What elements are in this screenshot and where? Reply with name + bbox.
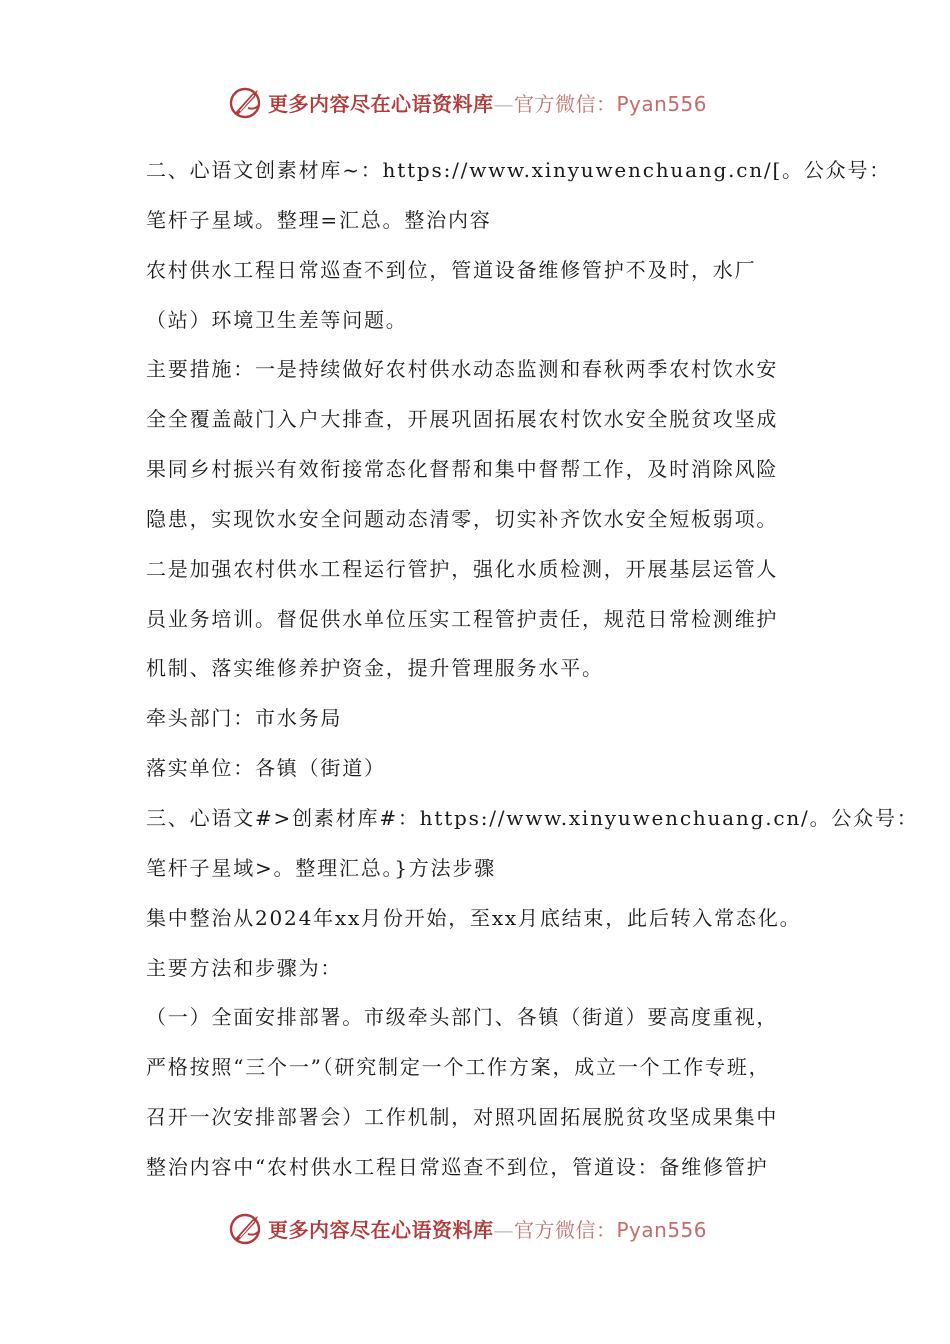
text-line: 牵头部门：市水务局 (146, 706, 343, 731)
text-line: （一）全面安排部署。市级牵头部门、各镇（街道）要高度重视， (146, 1005, 779, 1030)
banner-text (268, 1214, 707, 1243)
text-line: （站）环境卫生差等问题。 (146, 307, 408, 332)
text-line: 机制、落实维修养护资金，提升管理服务水平。 (146, 656, 604, 681)
text-line: 整治内容中“农村供水工程日常巡查不到位，管道设：备维修管护 (146, 1154, 769, 1179)
header-watermark-banner (228, 82, 707, 122)
text-line: 严格按照“三个一”（研究制定一个工作方案，成立一个工作专班， (146, 1055, 771, 1080)
text-line: 落实单位：各镇（街道） (146, 756, 386, 781)
text-line: 召开一次安排部署会）工作机制，对照巩固拓展脱贫攻坚成果集中 (146, 1105, 779, 1130)
banner-dash: — (493, 1217, 514, 1242)
footer-watermark-banner (228, 1208, 707, 1248)
quill-logo-icon (228, 1210, 264, 1246)
text-line: 笔杆子星域>。整理汇总。}方法步骤 (146, 855, 497, 880)
text-line: 隐患，实现饮水安全问题动态清零，切实补齐饮水安全短板弱项。 (146, 506, 779, 531)
banner-wechat-label: 官方微信： (514, 1217, 617, 1242)
banner-site-name: 更多内容尽在心语资料库 (268, 91, 494, 116)
text-line: 全全覆盖敲门入户大排查，开展巩固拓展农村饮水安全脱贫攻坚成 (146, 407, 779, 432)
text-line: 果同乡村振兴有效衔接常态化督帮和集中督帮工作，及时消除风险 (146, 457, 779, 482)
text-line: 三、心语文#>创素材库#：https://www.xinyuwenchuang.cn/。公众号： (146, 805, 919, 830)
banner-text (268, 88, 707, 117)
banner-dash: — (493, 91, 514, 116)
quill-logo-icon (228, 84, 264, 120)
text-line: 集中整治从2024年xx月份开始，至xx月底结束，此后转入常态化。 (146, 905, 802, 930)
banner-wechat-label: 官方微信： (514, 91, 617, 116)
text-line: 主要措施：一是持续做好农村供水动态监测和春秋两季农村饮水安 (146, 357, 779, 382)
text-line: 笔杆子星域。整理=汇总。整治内容 (146, 207, 492, 232)
text-line: 二是加强农村供水工程运行管护，强化水质检测，开展基层运管人 (146, 556, 779, 581)
banner-wechat-id: Pyan556 (616, 1217, 708, 1242)
document-body (146, 146, 919, 1193)
banner-site-name: 更多内容尽在心语资料库 (268, 1217, 494, 1242)
banner-wechat-id: Pyan556 (616, 91, 708, 116)
text-line: 农村供水工程日常巡查不到位，管道设备维修管护不及时，水厂 (146, 257, 757, 282)
text-line: 主要方法和步骤为： (146, 955, 343, 980)
text-line: 员业务培训。督促供水单位压实工程管护责任，规范日常检测维护 (146, 606, 779, 631)
text-line: 二、心语文创素材库~：https://www.xinyuwenchuang.cn/[。公众号： (146, 158, 892, 182)
